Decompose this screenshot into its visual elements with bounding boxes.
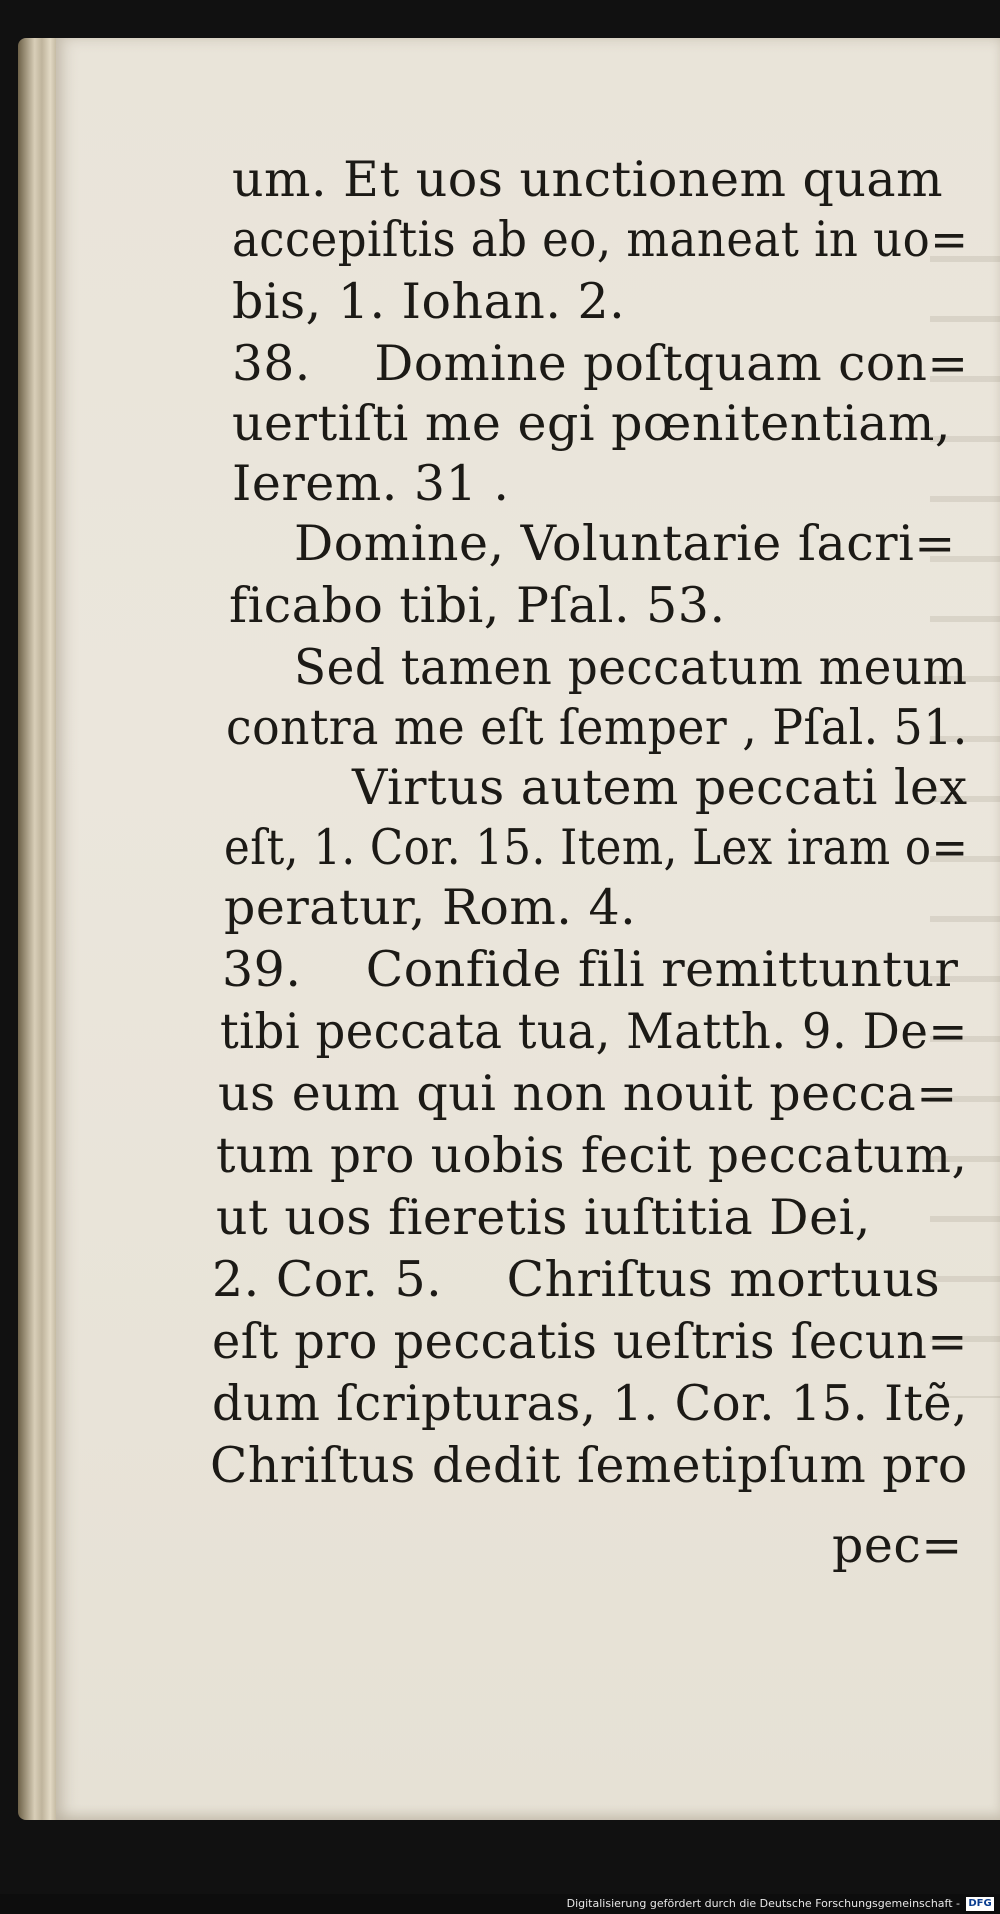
text-line: Ierem. 31 . [232, 455, 510, 512]
text-line: eſt, 1. Cor. 15. Item, Lex iram o= [224, 819, 969, 876]
text-line: dum ſcripturas, 1. Cor. 15. Itẽ, [212, 1375, 968, 1432]
text-line: ut uos fieretis iuſtitia Dei, [216, 1189, 871, 1246]
text-line: contra me eſt ſemper , Pſal. 51. [226, 699, 968, 756]
text-line: 39. Confide fili remittuntur [222, 941, 959, 998]
text-line: Domine, Voluntarie ſacri= [294, 515, 956, 572]
funding-credit: Digitalisierung gefördert durch die Deutsche Forschungsgemeinschaft - [566, 1897, 960, 1910]
text-line: Chriſtus dedit ſemetipſum pro [210, 1437, 968, 1494]
text-line: Virtus autem peccati lex [352, 759, 968, 816]
text-line: tum pro uobis fecit peccatum, [216, 1127, 968, 1184]
text-line: uertiſti me egi pœnitentiam, [232, 395, 951, 452]
text-line: bis, 1. Iohan. 2. [232, 273, 626, 330]
text-line: 2. Cor. 5. Chriſtus mortuus [212, 1251, 941, 1308]
text-line: us eum qui non nouit pecca= [218, 1065, 958, 1122]
text-line: um. Et uos unctionem quam [232, 151, 944, 208]
text-line: 38. Domine poſtquam con= [232, 335, 969, 392]
dfg-logo-icon: DFG [966, 1897, 994, 1911]
text-line: accepiſtis ab eo, maneat in uo= [232, 211, 969, 268]
text-line: peratur, Rom. 4. [224, 879, 637, 936]
text-line: Sed tamen peccatum meum [294, 639, 968, 696]
text-line: eſt pro peccatis ueſtris ſecun= [212, 1313, 968, 1370]
text-line: tibi peccata tua, Matth. 9. De= [220, 1003, 968, 1060]
catchword: pec= [832, 1517, 963, 1574]
text-line: ficabo tibi, Pſal. 53. [229, 577, 726, 634]
